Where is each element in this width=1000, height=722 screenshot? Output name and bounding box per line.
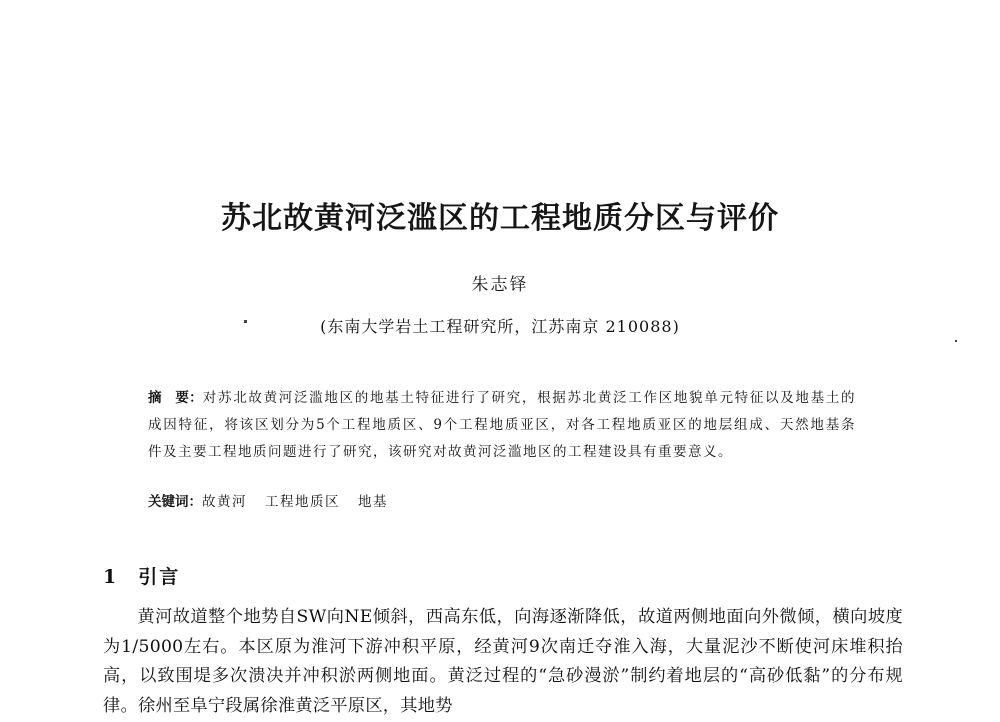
section-title: 引言 [138, 566, 181, 588]
paper-author: 朱志铎 [471, 275, 529, 295]
paper-affiliation: (东南大学岩土工程研究所，江苏南京 210088) [320, 317, 680, 336]
keywords [148, 490, 388, 510]
abstract-text: 对苏北故黄河泛滥地区的地基土特征进行了研究，根据苏北黄泛工作区地貌单元特征以及地基土的成因特征，将该区划分为5个工程地质区、9个工程地质亚区，对各工程地质亚区的地层组成、天然地基条件及主要工程地质问题进行了研究，该研究对故黄河泛滥地区的工程建设具有重要意义。 [148, 390, 857, 460]
section-heading [103, 562, 180, 589]
abstract-label: 摘 要： [148, 390, 203, 406]
paper-title: 苏北故黄河泛滥区的工程地质分区与评价 [221, 201, 779, 236]
abstract [148, 385, 856, 466]
keyword-item: 地基 [358, 494, 388, 510]
body-paragraph: 黄河故道整个地势自SW向NE倾斜，西高东低，向海逐渐降低，故道两侧地面向外微倾，横向坡度为1/5000左右。本区原为淮河下游冲积平原，经黄河9次南迁夺淮入海，大量泥沙不断使河床堆积抬高，以致围堤多次溃决并冲积淤两侧地面。黄泛过程的“急砂漫淤”制约着地层的“高砂低黏”的分布规律。徐州至阜宁段属徐淮黄泛平原区，其地势 [103, 607, 903, 716]
section-number: 1 [103, 566, 119, 588]
keyword-item: 工程地质区 [265, 494, 340, 510]
keywords-label: 关键词： [148, 494, 202, 510]
keyword-item: 故黄河 [202, 494, 247, 510]
scan-speck [244, 320, 247, 323]
scan-speck [955, 340, 957, 342]
